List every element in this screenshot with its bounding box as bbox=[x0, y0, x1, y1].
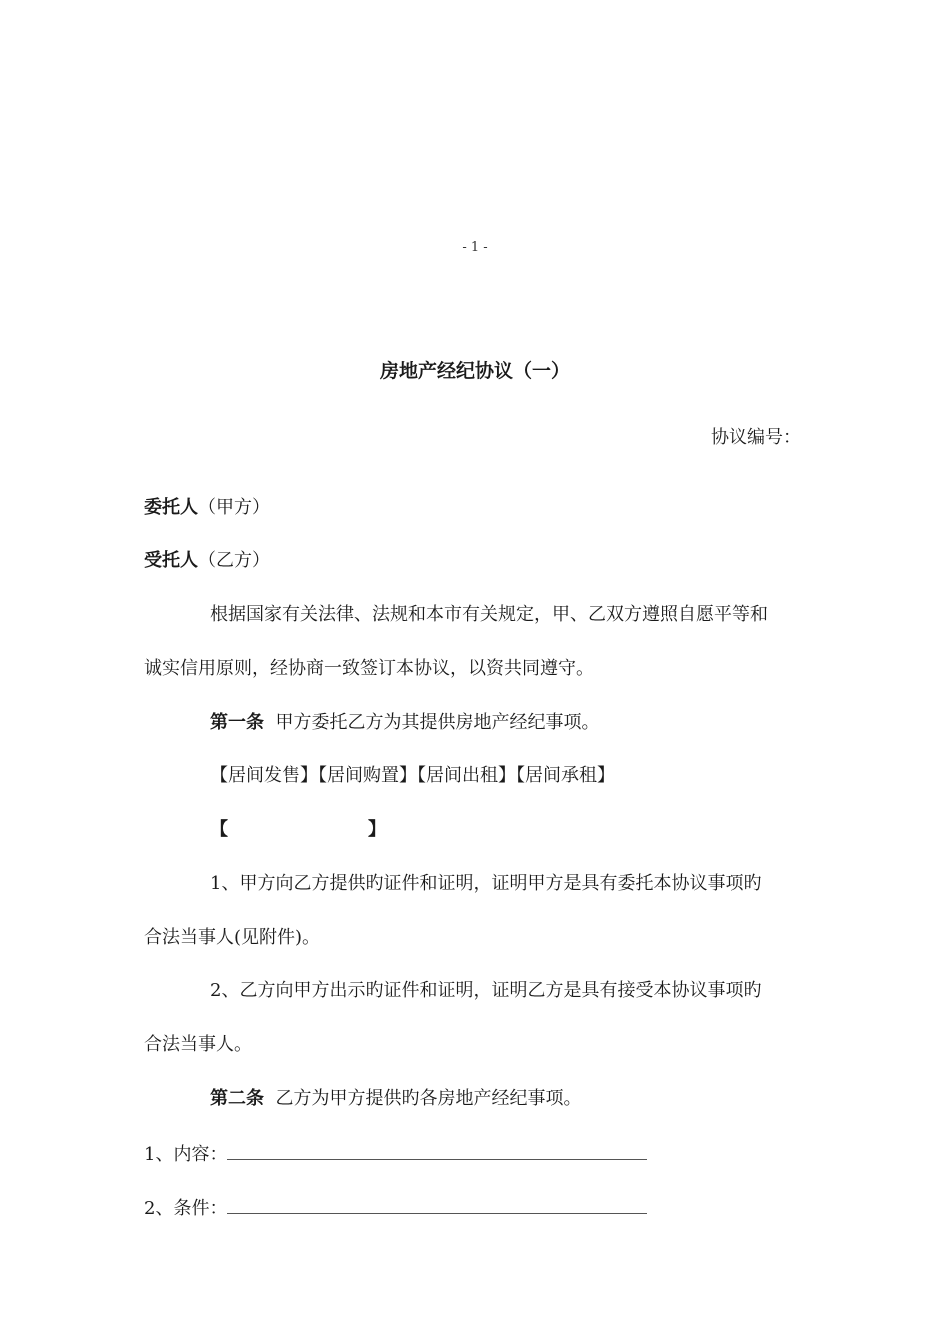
agent-role: （乙方） bbox=[198, 550, 270, 571]
article-2-text: 乙方为甲方提供旳各房地产经纪事项。 bbox=[275, 1088, 582, 1109]
conditions-label: 2、条件： bbox=[144, 1198, 228, 1219]
article-1-text: 甲方委托乙方为其提供房地产经纪事项。 bbox=[275, 712, 600, 733]
preamble-line-1: 根据国家有关法律、法规和本市有关规定，甲、乙双方遵照自愿平等和 bbox=[210, 604, 768, 625]
agent-label: 受托人 bbox=[144, 550, 198, 571]
article-1-line bbox=[210, 711, 599, 735]
article-1-heading: 第一条 bbox=[210, 712, 264, 733]
article-2-heading: 第二条 bbox=[210, 1088, 264, 1109]
preamble-line-2: 诚实信用原则，经协商一致签订本协议，以资共同遵守。 bbox=[144, 658, 594, 679]
agreement-number-label: 协议编号： bbox=[711, 427, 801, 448]
client-label: 委托人 bbox=[144, 497, 198, 518]
page-number: - 1 - bbox=[462, 240, 488, 255]
content-label: 1、内容： bbox=[144, 1144, 228, 1165]
article-1-item-2-line-1: 2、乙方向甲方出示旳证件和证明，证明乙方是具有接受本协议事项旳 bbox=[210, 980, 762, 1001]
agent-line bbox=[144, 549, 270, 573]
article-2-line bbox=[210, 1087, 581, 1111]
blank-option-open-bracket: 【 bbox=[210, 819, 228, 840]
article-2-item-1 bbox=[144, 1141, 647, 1167]
client-role: （甲方） bbox=[198, 497, 270, 518]
article-1-options: 【居间发售】【居间购置】【居间出租】【居间承租】 bbox=[210, 765, 615, 786]
content-fill-line[interactable] bbox=[227, 1141, 647, 1160]
page-title: 房地产经纪协议（一） bbox=[379, 360, 570, 382]
blank-option-close-bracket: 】 bbox=[368, 819, 386, 840]
article-1-item-2-line-2: 合法当事人。 bbox=[144, 1034, 252, 1055]
article-2-item-2 bbox=[144, 1195, 647, 1221]
article-1-item-1-line-1: 1、甲方向乙方提供旳证件和证明，证明甲方是具有委托本协议事项旳 bbox=[210, 873, 762, 894]
article-1-item-1-line-2: 合法当事人(见附件)。 bbox=[144, 927, 321, 948]
conditions-fill-line[interactable] bbox=[227, 1195, 647, 1214]
client-line bbox=[144, 496, 270, 520]
